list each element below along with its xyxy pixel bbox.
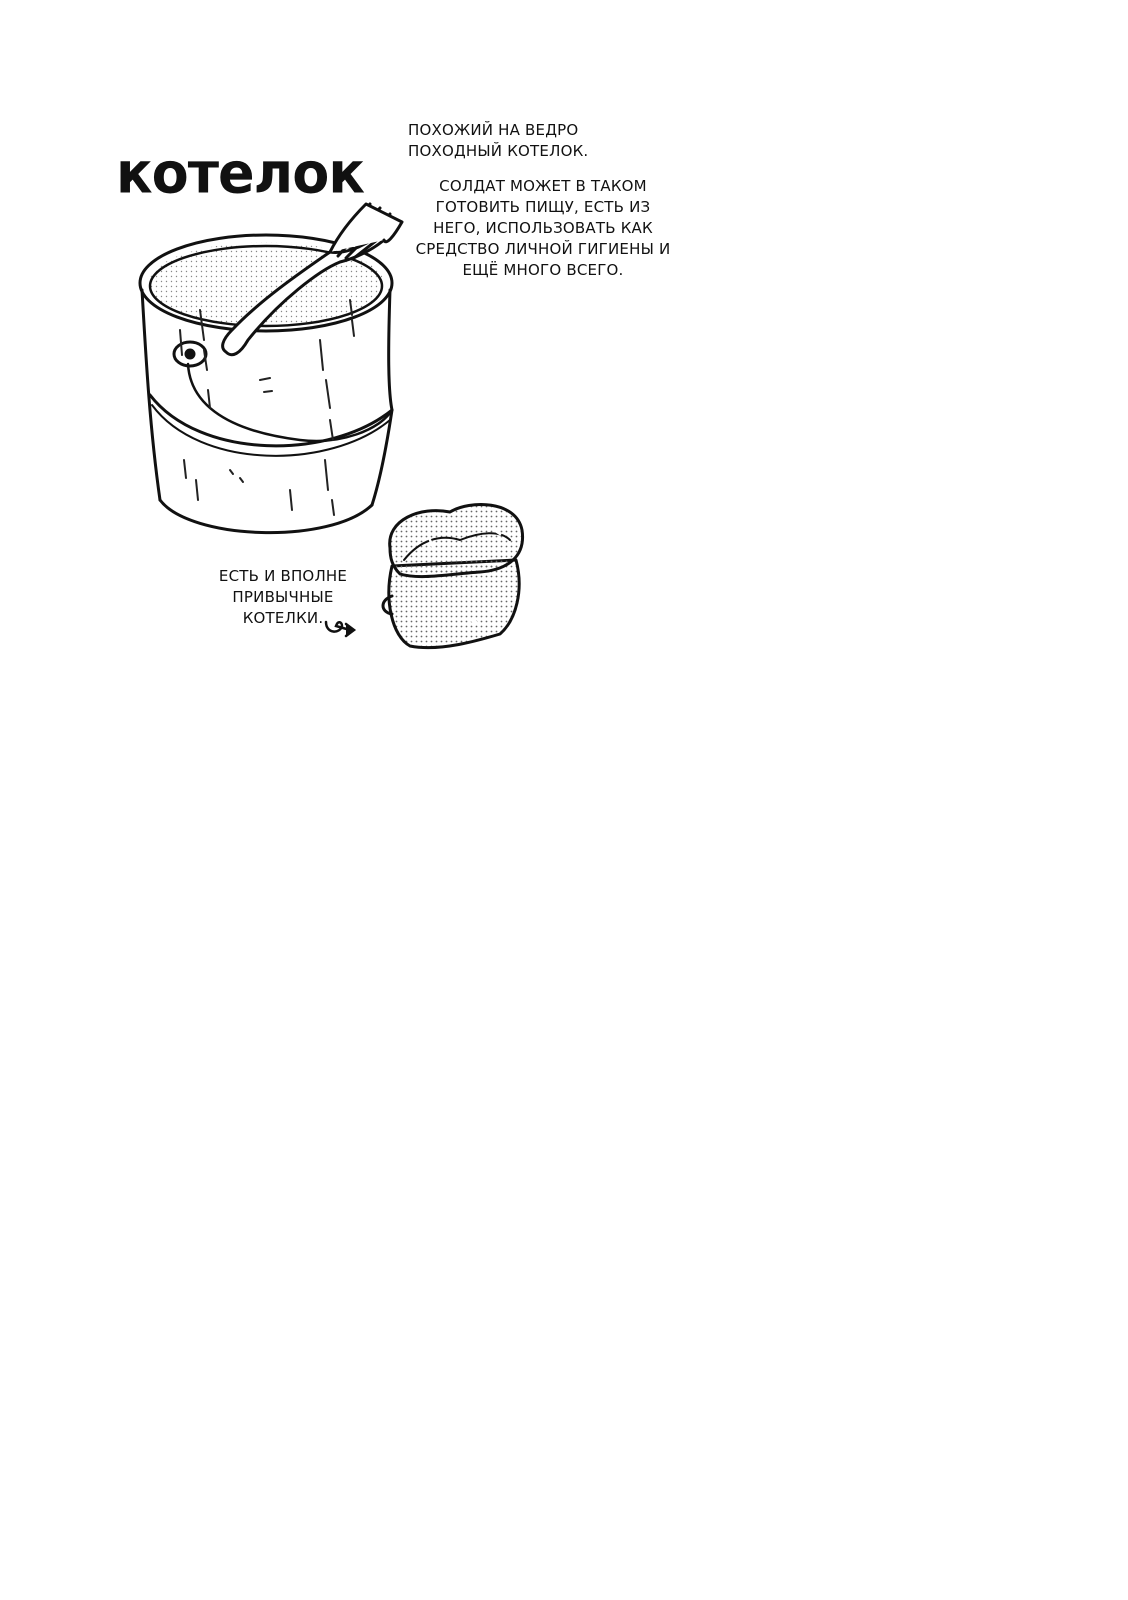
page-title: котелок xyxy=(116,140,364,207)
caption-bucket-shape: ПОХОЖИЙ НА ВЕДРО ПОХОДНЫЙ КОТЕЛОК. xyxy=(408,121,589,160)
caption-familiar-mess-tins: ЕСТЬ И ВПОЛНЕ ПРИВЫЧНЫЕ КОТЕЛКИ. xyxy=(218,567,348,627)
bucket-pot-drawing xyxy=(140,235,392,533)
kidney-mess-tin-drawing xyxy=(383,505,523,648)
caption-uses: СОЛДАТ МОЖЕТ В ТАКОМ ГОТОВИТЬ ПИЩУ, ЕСТЬ ИЗ НЕГО, ИСПОЛЬЗОВАТЬ КАК СРЕДСТВО ЛИЧНОЙ ГИГИЕНЫ И ЕЩЁ МНОГО ВСЕГО. xyxy=(415,177,671,279)
